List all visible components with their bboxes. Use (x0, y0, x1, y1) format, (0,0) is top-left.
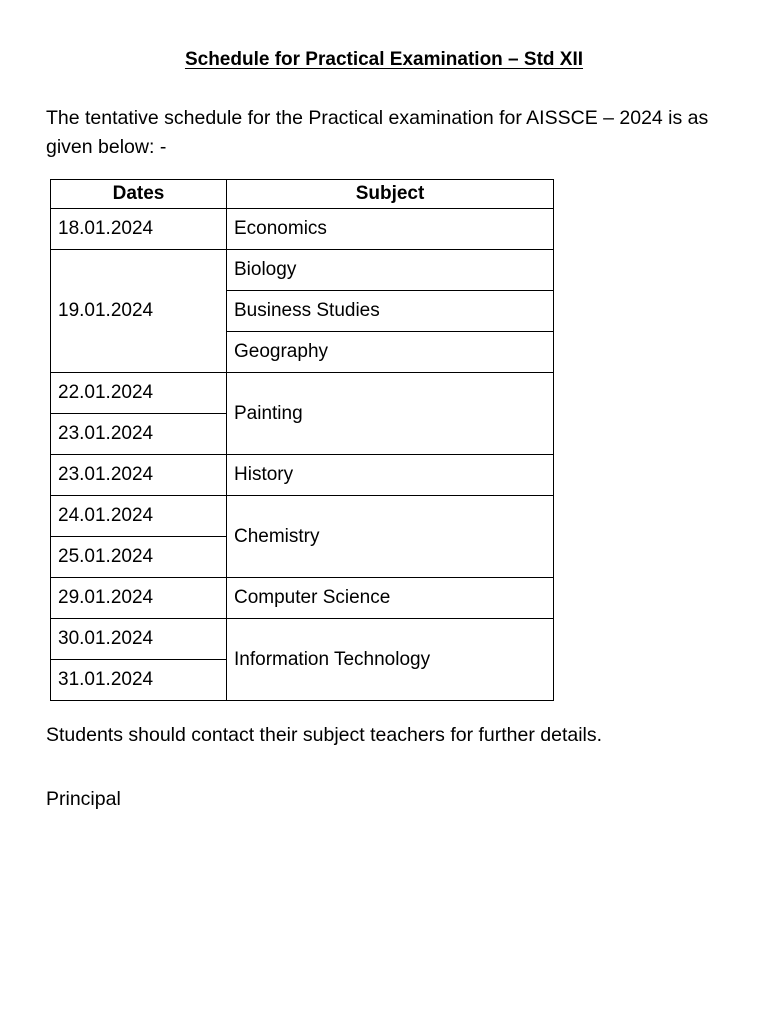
table-header-row (51, 180, 554, 209)
subject-cell: Business Studies (227, 291, 554, 332)
date-cell: 25.01.2024 (51, 537, 227, 578)
header-dates: Dates (51, 180, 227, 209)
date-cell: 19.01.2024 (51, 250, 227, 373)
page-title: Schedule for Practical Examination – Std XII (184, 49, 584, 70)
date-cell: 30.01.2024 (51, 619, 227, 660)
subject-cell: Painting (227, 373, 554, 455)
table-row (51, 209, 554, 250)
date-cell: 22.01.2024 (51, 373, 227, 414)
date-cell: 18.01.2024 (51, 209, 227, 250)
signoff-text: Principal (46, 788, 121, 810)
date-cell: 23.01.2024 (51, 455, 227, 496)
date-cell: 23.01.2024 (51, 414, 227, 455)
table-row (51, 496, 554, 537)
schedule-table (50, 179, 554, 701)
subject-cell: Biology (227, 250, 554, 291)
table-row (51, 373, 554, 414)
date-cell: 29.01.2024 (51, 578, 227, 619)
subject-cell: Computer Science (227, 578, 554, 619)
table-row (51, 619, 554, 660)
date-cell: 31.01.2024 (51, 660, 227, 701)
subject-cell: Economics (227, 209, 554, 250)
intro-paragraph: The tentative schedule for the Practical examination for AISSCE – 2024 is as given below: - (46, 107, 709, 158)
subject-cell: History (227, 455, 554, 496)
subject-cell: Chemistry (227, 496, 554, 578)
table-row (51, 455, 554, 496)
subject-cell: Information Technology (227, 619, 554, 701)
table-row (51, 578, 554, 619)
note-paragraph: Students should contact their subject teachers for further details. (46, 724, 603, 746)
header-subject: Subject (227, 180, 554, 209)
date-cell: 24.01.2024 (51, 496, 227, 537)
table-row (51, 250, 554, 291)
subject-cell: Geography (227, 332, 554, 373)
